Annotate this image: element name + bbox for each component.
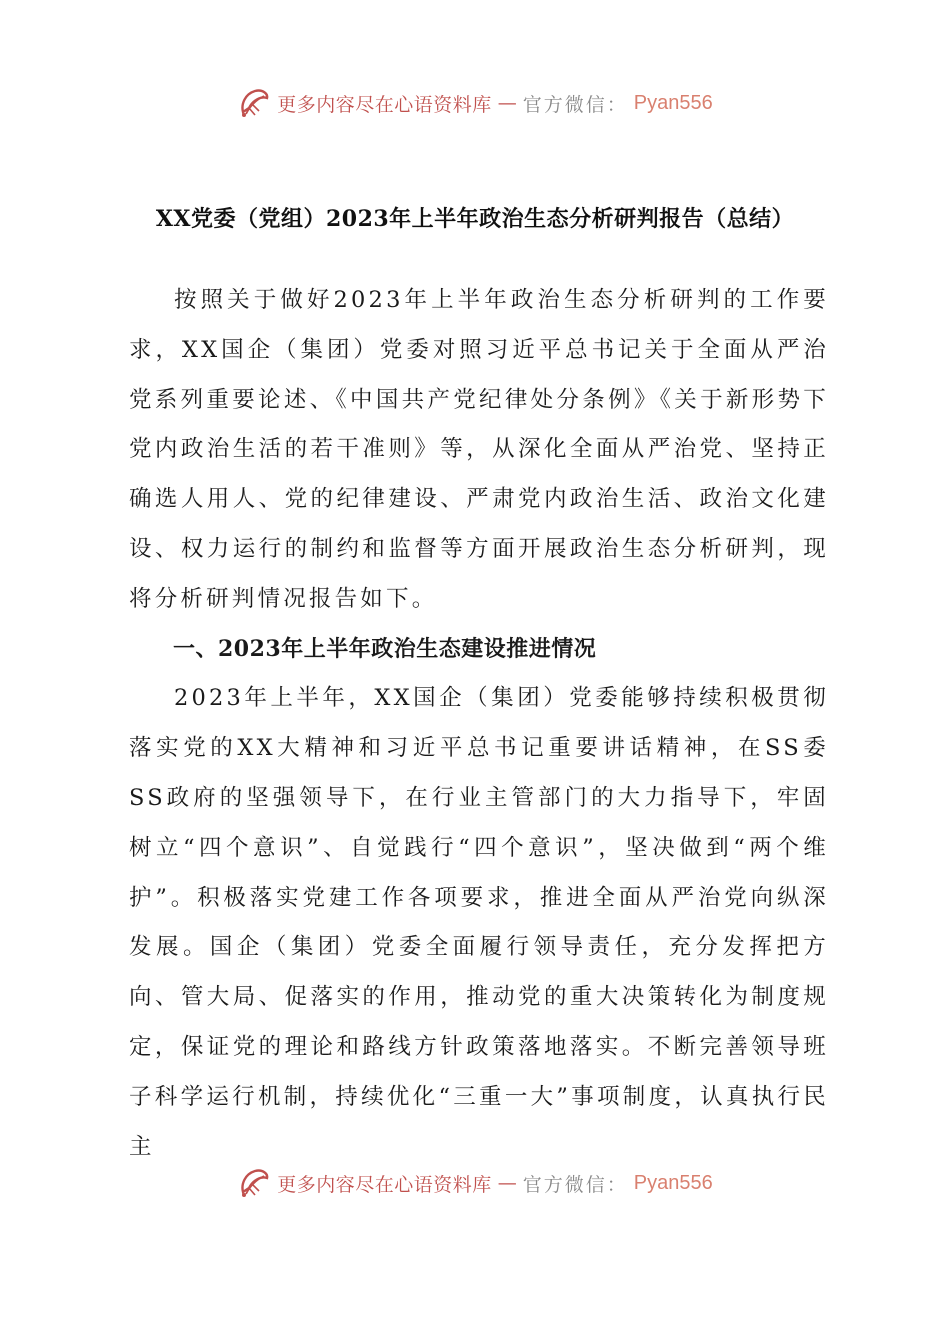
quill-pen-logo-icon [237, 1166, 271, 1200]
header-banner [0, 83, 950, 123]
banner-separator: — [497, 1172, 517, 1194]
banner-wechat-id: Pyan556 [633, 91, 713, 114]
banner-separator: — [497, 92, 517, 114]
section-1-paragraph: 2023年上半年，XX国企（集团）党委能够持续积极贯彻落实党的XX大精神和习近平总书记重要讲话精神，在SS委SS政府的坚强领导下，在行业主管部门的大力指导下，牢固树立“四个意识”、自觉践行“四个意识”，坚决做到“两个维护”。积极落实党建工作各项要求，推进全面从严治党向纵深发展。国企（集团）党委全面履行领导责任，充分发挥把方向、管大局、促落实的作用，推动党的重大决策转化为制度规定，保证党的理论和路线方针政策落地落实。不断完善领导班子科学运行机制，持续优化“三重一大”事项制度，认真执行民主 [129, 685, 829, 1160]
quill-pen-logo-icon [237, 86, 271, 120]
banner-wechat-label: 官方微信： [522, 93, 628, 116]
intro-paragraph: 按照关于做好2023年上半年政治生态分析研判的工作要求，XX国企（集团）党委对照习近平总书记关于全面从严治党系列重要论述、《中国共产党纪律处分条例》《关于新形势下党内政治生活的若干准则》等，从深化全面从严治党、坚持正确选人用人、党的纪律建设、严肃党内政治生活、政治文化建设、权力运行的制约和监督等方面开展政治生态分析研判，现将分析研判情况报告如下。 [129, 287, 829, 612]
banner-wechat-label: 官方微信： [522, 1173, 628, 1196]
footer-banner [0, 1163, 950, 1203]
section-1-heading: 一、2023年上半年政治生态建设推进情况 [173, 635, 597, 662]
banner-brand-text: 更多内容尽在心语资料库 [277, 1173, 492, 1196]
document-title: XX党委（党组）2023年上半年政治生态分析研判报告（总结） [155, 206, 795, 232]
banner-wechat-id: Pyan556 [633, 1171, 713, 1194]
document-body [129, 276, 829, 1172]
banner-brand-text: 更多内容尽在心语资料库 [277, 93, 492, 116]
